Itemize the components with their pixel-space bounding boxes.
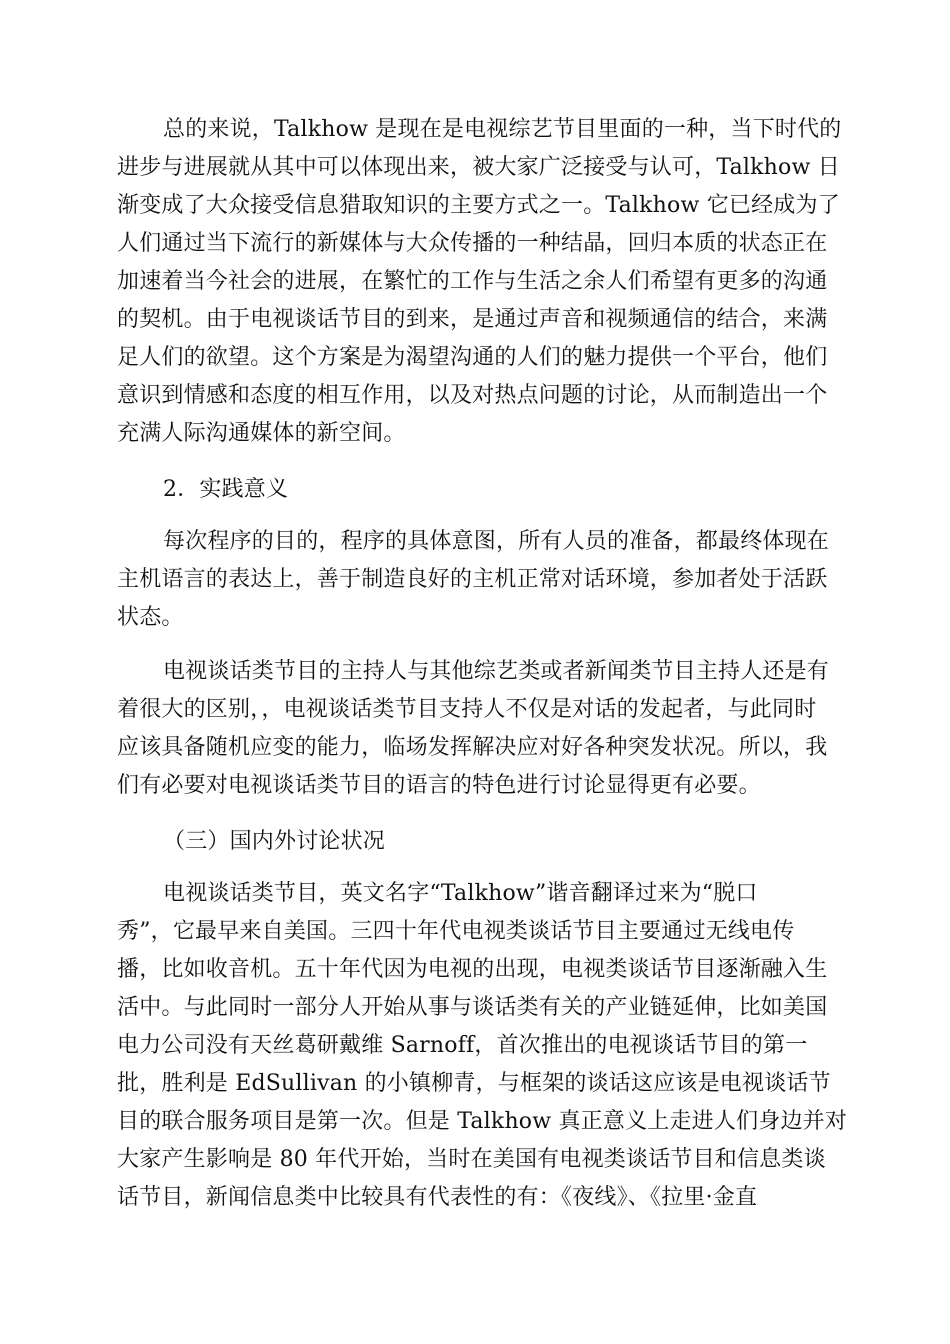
host-line-2: 着很大的区别，，电视谈话类节目支持人不仅是对话的发起者，与此同时 [117,697,817,722]
section-heading-research: （三）国内外讨论状况 [163,829,386,854]
history-line-2: 秀”，它最早来自美国。三四十年代电视类谈话节目主要通过无线电传 [117,919,795,944]
summary-line-9: 充满人际沟通媒体的新空间。 [117,421,406,446]
history-line-9: 话节目，新闻信息类中比较具有代表性的有：《夜线》、《拉里·金直 [117,1185,758,1210]
history-line-7: 目的联合服务项目是第一次。但是 Talkhow 真正意义上走进人们身边并对 [117,1109,848,1134]
summary-line-1: 总的来说，Talkhow 是现在是电视综艺节目里面的一种，当下时代的 [163,117,842,142]
host-line-4: 们有必要对电视谈话类节目的语言的特色进行讨论显得更有必要。 [117,773,761,798]
history-line-1: 电视谈话类节目，英文名字“Talkhow”谐音翻译过来为“脱口 [163,881,758,906]
history-line-4: 活中。与此同时一部分人开始从事与谈话类有关的产业链延伸，比如美国 [117,995,828,1020]
section-heading-practical: 2．实践意义 [163,477,289,502]
summary-line-6: 的契机。由于电视谈话节目的到来，是通过声音和视频通信的结合，来满 [117,307,828,332]
history-line-6: 批，胜利是 EdSullivan 的小镇柳青，与框架的谈话这应该是电视谈话节 [117,1071,831,1096]
history-line-5: 电力公司没有天丝葛研戴维 Sarnoff，首次推出的电视谈话节目的第一 [117,1033,808,1058]
host-line-3: 应该具备随机应变的能力，临场发挥解决应对好各种突发状况。所以，我 [117,735,828,760]
purpose-line-1: 每次程序的目的，程序的具体意图，所有人员的准备，都最终体现在 [163,529,830,554]
history-line-8: 大家产生影响是 80 年代开始，当时在美国有电视类谈话节目和信息类谈 [117,1147,826,1172]
summary-line-2: 进步与进展就从其中可以体现出来，被大家广泛接受与认可，Talkhow 日 [117,155,840,180]
host-line-1: 电视谈话类节目的主持人与其他综艺类或者新闻类节目主持人还是有 [163,659,830,684]
summary-line-7: 足人们的欲望。这个方案是为渴望沟通的人们的魅力提供一个平台，他们 [117,345,828,370]
history-line-3: 播，比如收音机。五十年代因为电视的出现，电视类谈话节目逐渐融入生 [117,957,828,982]
purpose-line-2: 主机语言的表达上，善于制造良好的主机正常对话环境，参加者处于活跃 [117,567,828,592]
summary-line-8: 意识到情感和态度的相互作用，以及对热点问题的讨论，从而制造出一个 [117,383,828,408]
summary-line-4: 人们通过当下流行的新媒体与大众传播的一种结晶，回归本质的状态正在 [117,231,828,256]
summary-line-5: 加速着当今社会的进展，在繁忙的工作与生活之余人们希望有更多的沟通 [117,269,828,294]
purpose-line-3: 状态。 [117,605,184,630]
summary-line-3: 渐变成了大众接受信息猎取知识的主要方式之一。Talkhow 它已经成为了 [117,193,840,218]
